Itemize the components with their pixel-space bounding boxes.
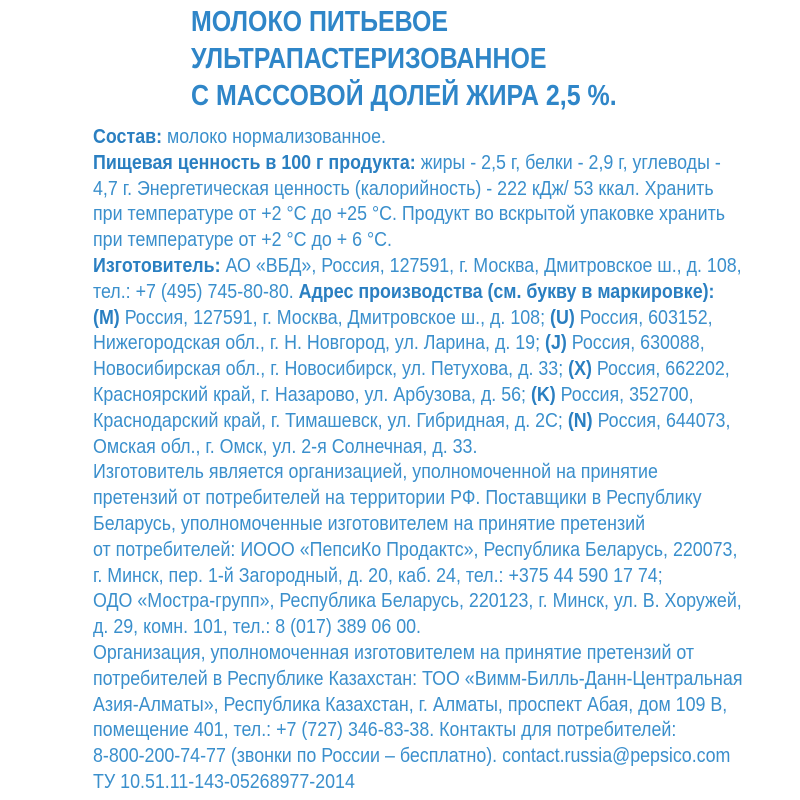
claims-rb-line: Беларусь, уполномоченные изготовителем на принятие претензий [93, 511, 646, 535]
nutrition-text: жиры - 2,5 г, белки - 2,9 г, углеводы - [415, 150, 721, 174]
claims-rb-line: г. Минск, пер. 1-й Загородный, д. 20, каб. 24, тел.: +375 44 590 17 74; [93, 563, 663, 587]
composition-label: Состав: [93, 125, 163, 148]
address-line [93, 356, 730, 382]
contacts-line: 8-800-200-74-77 (звонки по России – бесплатно). contact.russia@pepsico.com [93, 744, 731, 768]
claims-rb-line: ОДО «Мостра-групп», Республика Беларусь, 220123, г. Минск, ул. В. Хоружей, [93, 589, 742, 613]
plant-address: Новосибирская обл., г. Новосибирск, ул. Петухова, д. 33; [93, 357, 569, 381]
claims-rb-line: претензий от потребителей на территории РФ. Поставщики в Республику [93, 486, 702, 510]
claims-rb-line: д. 29, комн. 101, тел.: 8 (017) 389 06 00. [93, 615, 422, 639]
plant-address: Россия, 352700, [555, 382, 694, 406]
nutrition-line [93, 150, 721, 176]
plant-address: Нижегородская обл., г. Н. Новгород, ул. Ларина, д. 19; [93, 331, 546, 355]
plant-code: (М) [93, 305, 120, 329]
plant-code: (N) [567, 408, 593, 432]
plant-code: (X) [568, 357, 592, 381]
label-body [93, 124, 743, 795]
claims-kz-line: потребителей в Республике Казахстан: ТОО «Вимм-Билль-Данн-Центральная [93, 666, 743, 690]
plant-address: Краснодарский край, г. Тимашевск, ул. Гибридная, д. 2С; [93, 408, 568, 432]
manufacturer-text: АО «ВБД», Россия, 127591, г. Москва, Дмитровское ш., д. 108, [220, 253, 742, 277]
address-line [93, 305, 713, 331]
nutrition-line: при температуре от +2 °С до +25 °С. Продукт во вскрытой упаковке хранить [93, 202, 726, 226]
address-line [93, 330, 705, 356]
composition-text: молоко нормализованное. [162, 125, 386, 148]
plant-address: Россия, 644073, [592, 408, 731, 432]
plant-address: Россия, 127591, г. Москва, Дмитровское ш., д. 108; [119, 305, 551, 329]
claims-kz-line: Организация, уполномоченная изготовителем на принятие претензий от [93, 640, 695, 664]
address-line [93, 408, 731, 434]
manufacturer-line [93, 253, 742, 279]
nutrition-label: Пищевая ценность в 100 г продукта: [93, 150, 416, 174]
claims-kz-line: Азия-Алматы», Республика Казахстан, г. Алматы, проспект Абая, дом 109 В, [93, 692, 728, 716]
address-label: Адрес производства (см. букву в маркировке): [298, 279, 715, 303]
plant-code: (K) [530, 382, 556, 406]
address-line [93, 382, 694, 408]
title-line: УЛЬТРАПАСТЕРИЗОВАННОЕ [191, 43, 547, 75]
composition-line [93, 124, 667, 150]
manufacturer-phone: тел.: +7 (495) 745-80-80. [93, 279, 299, 303]
plant-address: Россия, 662202, [591, 357, 730, 381]
plant-address: Красноярский край, г. Назарово, ул. Арбузова, д. 56; [93, 382, 531, 406]
plant-code: (U) [550, 305, 575, 329]
plant-address: Россия, 603152, [574, 305, 713, 329]
claims-rb-line: от потребителей: ИООО «ПепсиКо Продактс», Республика Беларусь, 220073, [93, 537, 738, 561]
title-line: МОЛОКО ПИТЬЕВОЕ [191, 6, 449, 38]
product-title [191, 4, 673, 115]
claims-rb-line: Изготовитель является организацией, уполномоченной на принятие [93, 460, 658, 484]
claims-kz-line: помещение 401, тел.: +7 (727) 346-83-38. Контакты для потребителей: [93, 718, 677, 742]
standard-code: ТУ 10.51.11-143-05268977-2014 [93, 769, 355, 793]
manufacturer-label: Изготовитель: [93, 253, 221, 277]
manufacturer-line [93, 279, 715, 305]
address-line: Омская обл., г. Омск, ул. 2-я Солнечная, д. 33. [93, 434, 478, 458]
plant-address: Россия, 630088, [566, 331, 705, 355]
nutrition-line: 4,7 г. Энергетическая ценность (калорийность) - 222 кДж/ 53 ккал. Хранить [93, 176, 714, 200]
plant-code: (J) [545, 331, 567, 355]
nutrition-line: при температуре от +2 °С до + 6 °С. [93, 228, 392, 252]
title-line: С МАССОВОЙ ДОЛЕЙ ЖИРА 2,5 %. [191, 80, 617, 112]
